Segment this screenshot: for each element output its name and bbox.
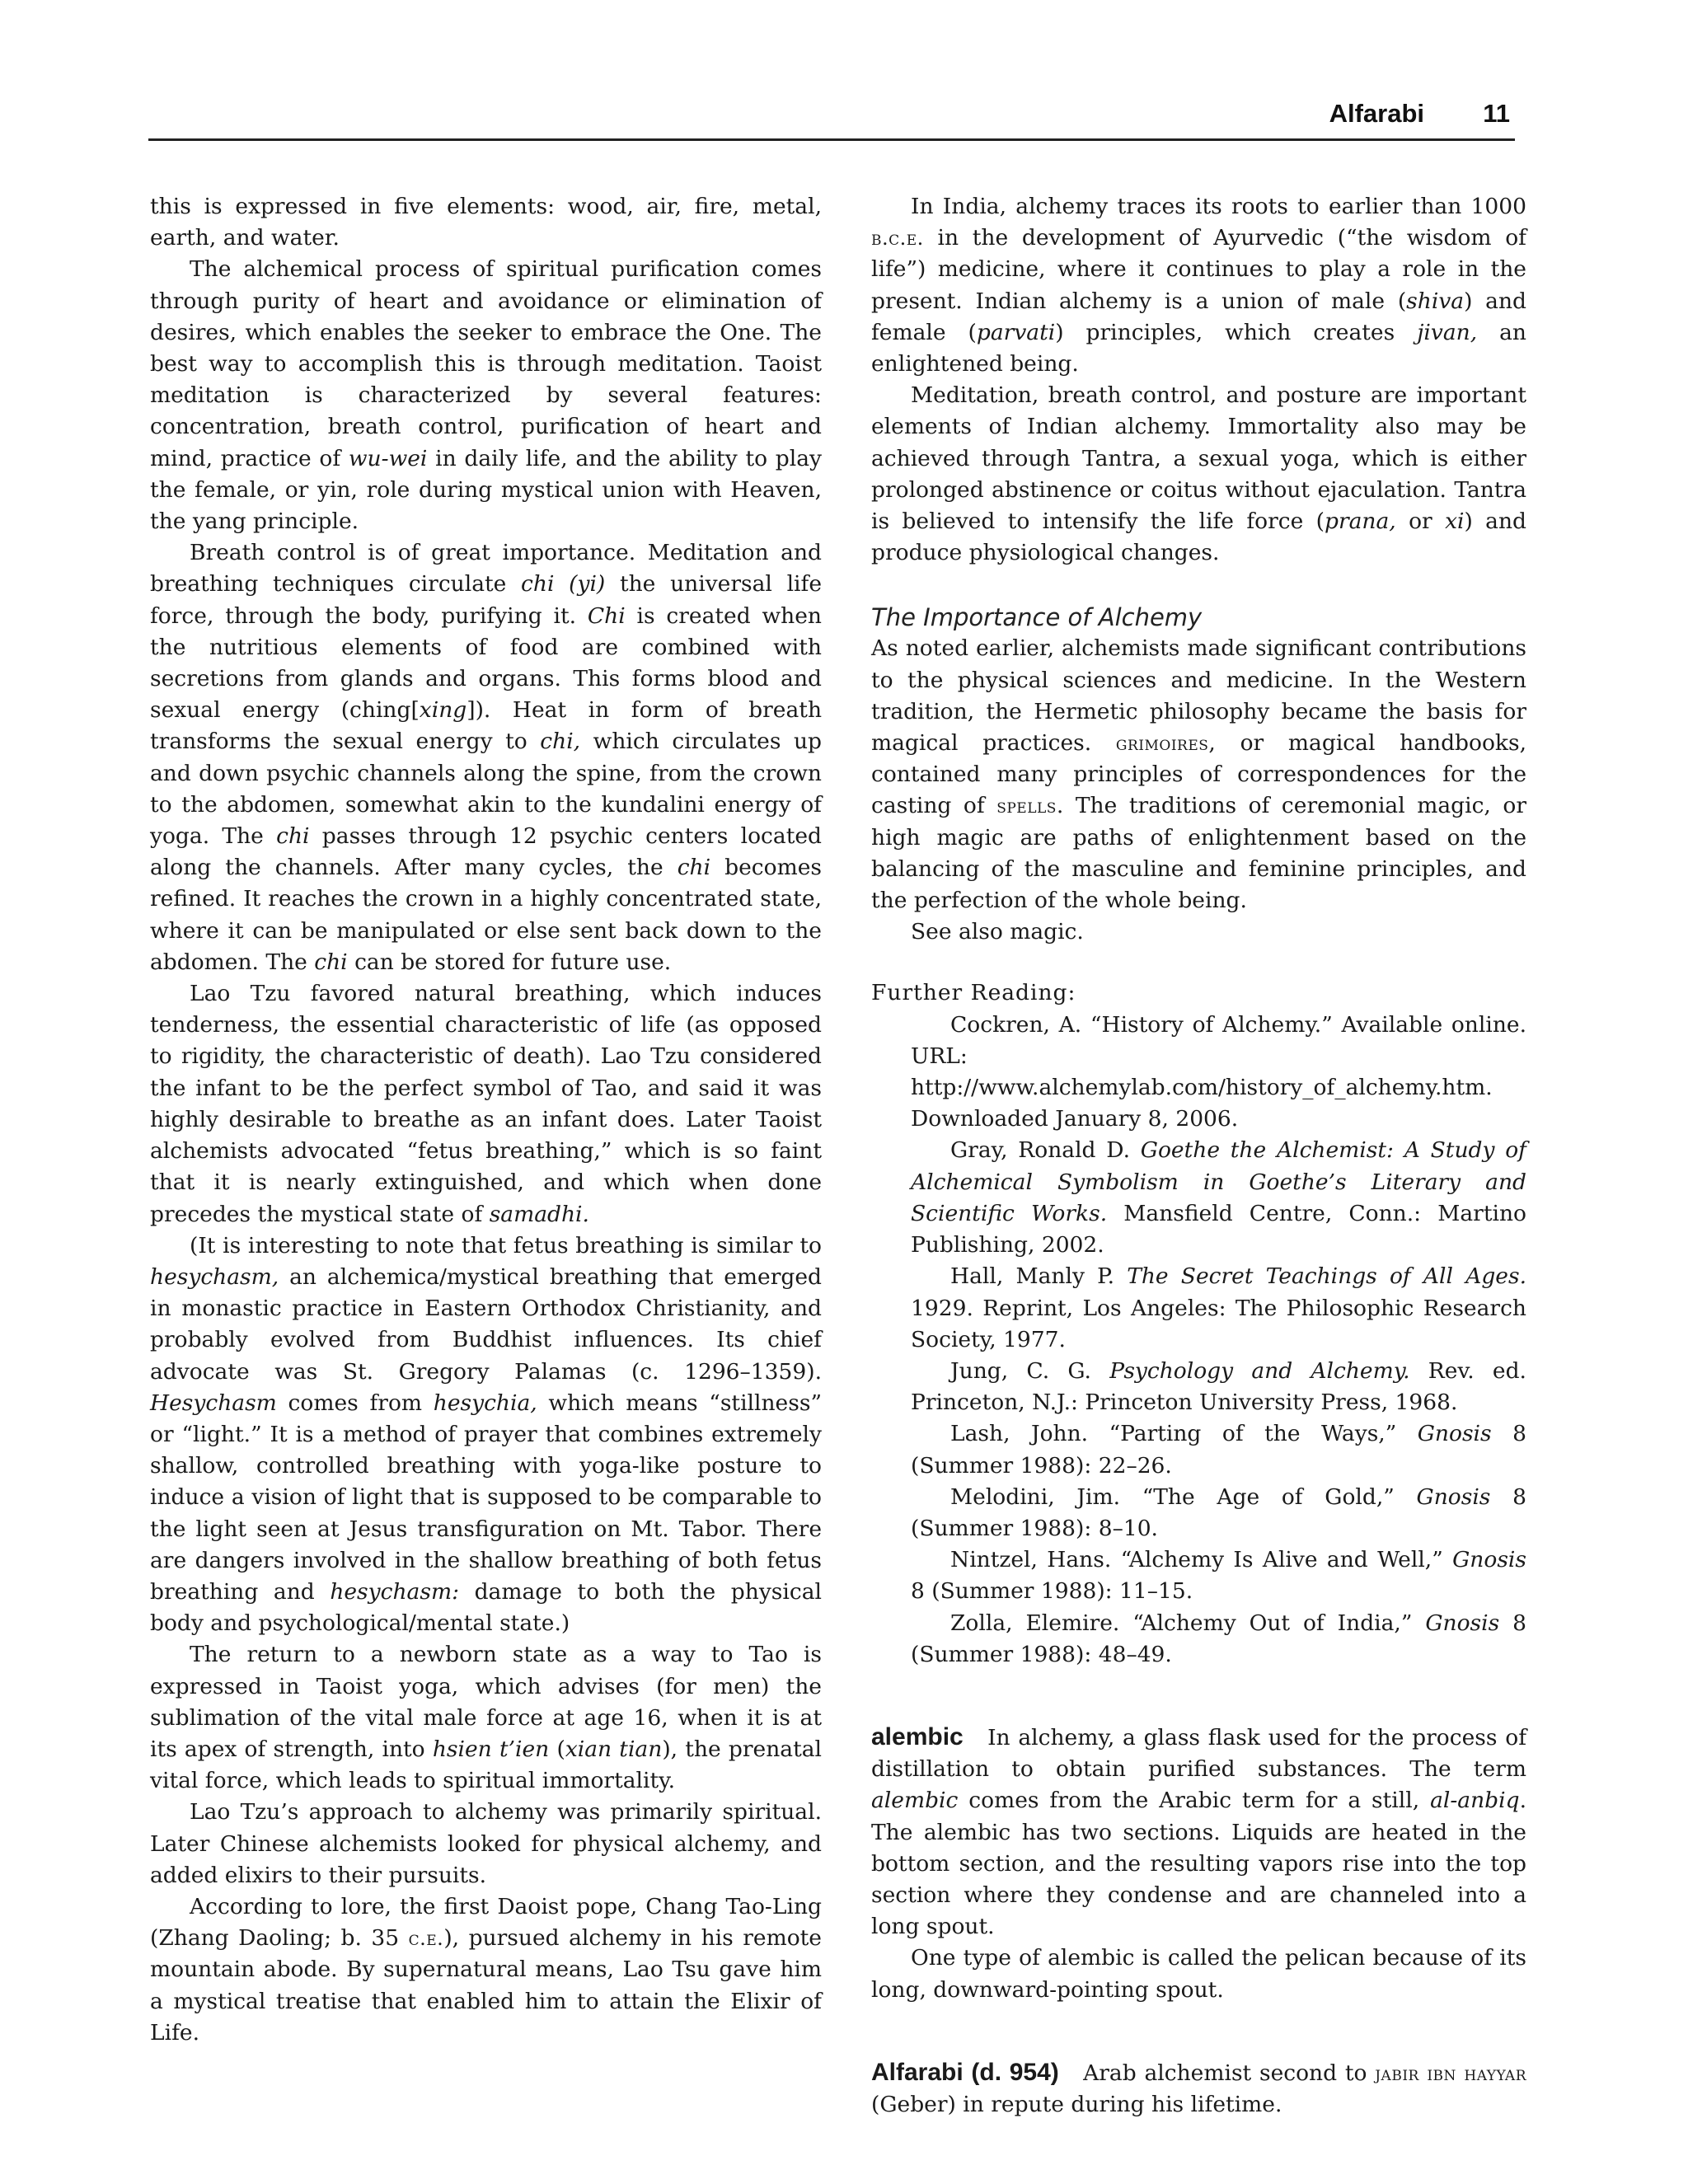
- entry-headword: Alfarabi (d. 954): [871, 2058, 1059, 2086]
- section-heading: The Importance of Alchemy: [871, 603, 1203, 632]
- reference-item: Hall, Manly P. The Secret Teachings of All Ages. 1929. Reprint, Los Angeles: The Philosophic Research Society, 1977.: [911, 1263, 1526, 1352]
- paragraph: alembic In alchemy, a glass flask used for the process of distillation to obtain purified substances. The term alembic comes from the Arabic term for a still, al-anbiq. The alembic has two sections. Liquids are heated in the bottom section, and the resulting vapors rise into the top section where they condense and are channeled into a long spout.: [871, 1722, 1526, 1940]
- paragraph: In India, alchemy traces its roots to earlier than 1000 b.c.e. in the development of Ayurvedic (“the wisdom of life”) medicine, where it continues to play a role in the present. Indian alchemy is a union of male (shiva) and female (parvati) principles, which creates jivan, an enlightened being.: [871, 194, 1527, 377]
- paragraph: Lao Tzu’s approach to alchemy was primarily spiritual. Later Chinese alchemists looked for physical alchemy, and added elixirs to their pursuits.: [150, 1799, 822, 1888]
- reference-item: Gray, Ronald D. Goethe the Alchemist: A Study of Alchemical Symbolism in Goethe’s Literary and Scientific Works. Mansfield Centre, Conn.: Martino Publishing, 2002.: [911, 1137, 1526, 1258]
- entry-alfarabi: [871, 2057, 1526, 2121]
- running-head-title: Alfarabi: [1329, 99, 1424, 128]
- paragraph: Lao Tzu favored natural breathing, which induces tenderness, the essential characteristic of life (as opposed to rigidity, the characteristic of death). Lao Tzu considered the infant to be the perfect symbol of Tao, and said it was highly desirable to breathe as an infant does. Later Taoist alchemists advocated “fetus breathing,” which is so faint that it is nearly extinguished, and which when done precedes the mystical state of samadhi.: [150, 981, 822, 1227]
- reference-list: [871, 1010, 1526, 1671]
- reference-item: Nintzel, Hans. “Alchemy Is Alive and Well,” Gnosis 8 (Summer 1988): 11–15.: [911, 1547, 1526, 1605]
- entry-headword: alembic: [871, 1722, 964, 1750]
- paragraph: Meditation, breath control, and posture are important elements of Indian alchemy. Immortality also may be achieved through Tantra, a sexual yoga, which is either prolonged abstinence or coitus without ejaculation. Tantra is believed to intensify the life force (prana, or xi) and produce physiological changes.: [871, 382, 1527, 566]
- running-head: [148, 97, 1515, 141]
- paragraph: According to lore, the first Daoist pope, Chang Tao-Ling (Zhang Daoling; b. 35 c.e.), pursued alchemy in his remote mountain abode. By supernatural means, Lao Tsu gave him a mystical treatise that enabled him to attain the Elixir of Life.: [150, 1893, 822, 2046]
- paragraph: One type of alembic is called the pelican because of its long, downward-pointing spout.: [871, 1945, 1526, 2003]
- left-column: [150, 191, 822, 2049]
- paragraph: this is expressed in five elements: wood, air, fire, metal, earth, and water.: [150, 194, 822, 251]
- reference-item: Lash, John. “Parting of the Ways,” Gnosis 8 (Summer 1988): 22–26.: [911, 1421, 1526, 1479]
- reference-item: Melodini, Jim. “The Age of Gold,” Gnosis 8 (Summer 1988): 8–10.: [911, 1483, 1526, 1541]
- see-also: See also magic.: [911, 919, 1084, 945]
- page-number: 11: [1483, 99, 1510, 128]
- paragraph: Breath control is of great importance. Meditation and breathing techniques circulate chi (yi) the universal life force, through the body, purifying it. Chi is created when the nutritious elements of food are combined with secretions from glands and organs. This forms blood and sexual energy (ching[xing]). Heat in form of breath transforms the sexual energy to chi, which circulates up and down psychic channels along the spine, from the crown to the abdomen, somewhat akin to the kundalini energy of yoga. The chi passes through 12 psychic centers located along the channels. After many cycles, the chi becomes refined. It reaches the crown in a highly concentrated state, where it can be manipulated or else sent back down to the abdomen. The chi can be stored for future use.: [150, 540, 823, 975]
- reference-item: Zolla, Elemire. “Alchemy Out of India,” Gnosis 8 (Summer 1988): 48–49.: [911, 1610, 1526, 1667]
- paragraph: As noted earlier, alchemists made significant contributions to the physical sciences and medicine. In the Western tradition, the Hermetic philosophy became the basis for magical practices. grimoires, or magical handbooks, contained many principles of correspondences for the casting of spells. The traditions of ceremonial magic, or high magic are paths of enlightenment based on the balancing of the masculine and feminine principles, and the perfection of the whole being.: [871, 635, 1526, 914]
- reference-item: Jung, C. G. Psychology and Alchemy. Rev. ed. Princeton, N.J.: Princeton University Press, 1968.: [911, 1357, 1526, 1416]
- paragraph: Alfarabi (d. 954) Arab alchemist second to jabir ibn hayyar (Geber) in repute during his lifetime.: [871, 2058, 1526, 2117]
- entry-alembic: [871, 1722, 1526, 2006]
- paragraph: (It is interesting to note that fetus breathing is similar to hesychasm, an alchemica/mystical breathing that emerged in monastic practice in Eastern Orthodox Christianity, and probably evolved from Buddhist influences. Its chief advocate was St. Gregory Palamas (c. 1296–1359). Hesychasm comes from hesychia, which means “stillness” or “light.” It is a method of prayer that combines extremely shallow, controlled breathing with yoga-like posture to induce a vision of light that is supposed to be comparable to the light seen at Jesus transfiguration on Mt. Tabor. There are dangers involved in the shallow breathing of both fetus breathing and hesychasm: damage to both the physical body and psychological/mental state.): [150, 1232, 822, 1637]
- paragraph: The alchemical process of spiritual purification comes through purity of heart and avoidance or elimination of desires, which enables the seeker to embrace the One. The best way to accomplish this is through meditation. Taoist meditation is characterized by several features: concentration, breath control, purification of heart and mind, practice of wu-wei in daily life, and the ability to play the female, or yin, role during mystical union with Heaven, the yang principle.: [150, 256, 822, 535]
- reference-item: Cockren, A. “History of Alchemy.” Available online. URL: http://www.alchemylab.com/history_of_alchemy.htm. Downloaded January 8, 2006.: [911, 1011, 1526, 1132]
- further-reading-heading: Further Reading:: [871, 980, 1076, 1006]
- right-column: [871, 191, 1526, 2121]
- paragraph: The return to a newborn state as a way to Tao is expressed in Taoist yoga, which advises (for men) the sublimation of the vital male force at age 16, when it is at its apex of strength, into hsien t’ien (xian tian), the prenatal vital force, which leads to spiritual immortality.: [150, 1642, 822, 1794]
